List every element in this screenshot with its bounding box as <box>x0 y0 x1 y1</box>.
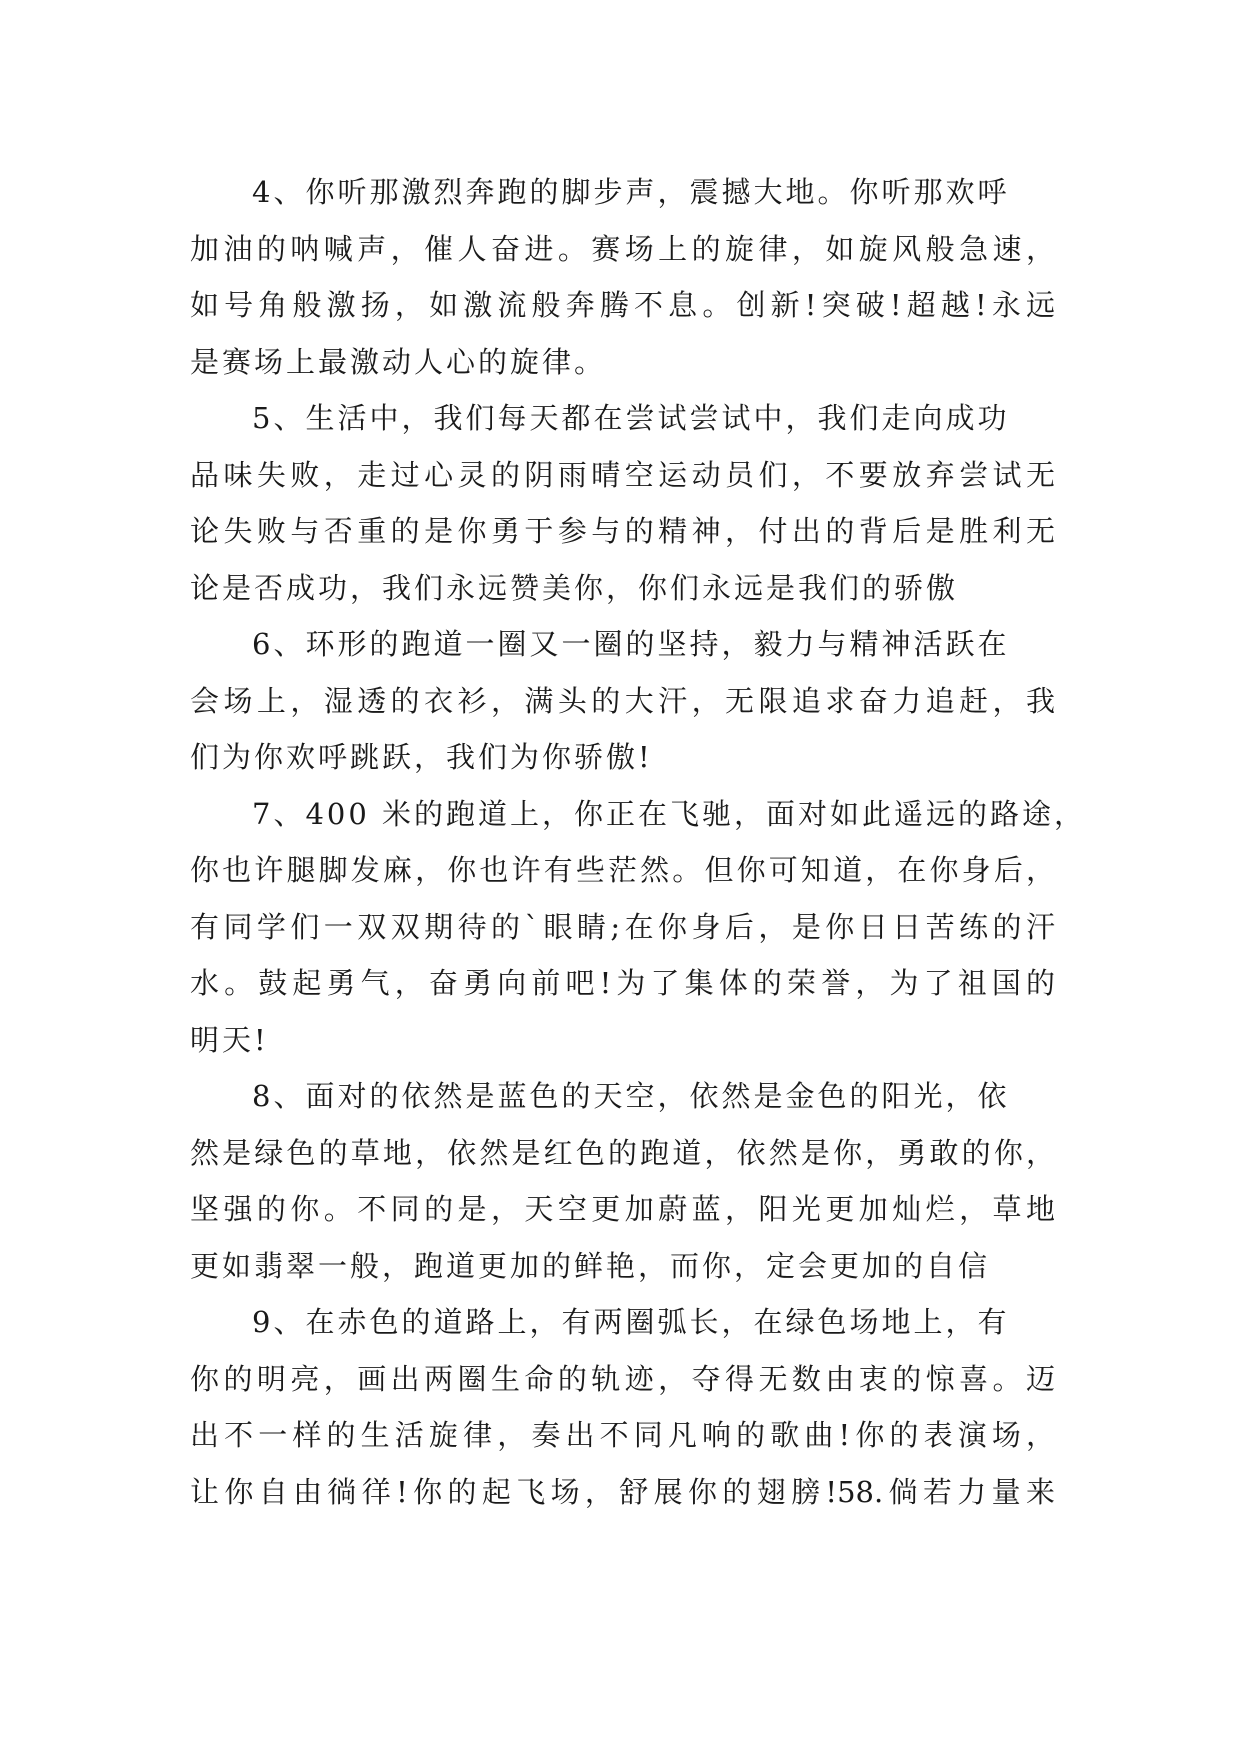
document-body <box>190 164 1087 1520</box>
paragraph-line: 会场上，湿透的衣衫，满头的大汗，无限追求奋力追赶，我 <box>190 683 1055 718</box>
paragraph-line: 6、环形的跑道一圈又一圈的坚持，毅力与精神活跃在 <box>252 627 1010 661</box>
paragraph-line: 品味失败，走过心灵的阴雨晴空运动员们，不要放弃尝试无 <box>190 457 1055 492</box>
paragraph-5 <box>190 390 1055 616</box>
paragraph-line: 出不一样的生活旋律，奏出不同凡响的歌曲!你的表演场， <box>190 1418 1055 1452</box>
paragraph-line: 加油的呐喊声，催人奋进。赛场上的旋律，如旋风般急速， <box>190 231 1055 266</box>
paragraph-9 <box>190 1294 1055 1520</box>
paragraph-line: 更如翡翠一般，跑道更加的鲜艳，而你，定会更加的自信 <box>190 1248 991 1283</box>
paragraph-4 <box>190 164 1055 390</box>
paragraph-line: 你的明亮，画出两圈生命的轨迹，夺得无数由衷的惊喜。迈 <box>190 1361 1055 1396</box>
paragraph-7 <box>190 786 1087 1069</box>
paragraph-line: 是赛场上最激动人心的旋律。 <box>190 344 607 379</box>
paragraph-line: 让你自由徜徉!你的起飞场，舒展你的翅膀!58.倘若力量来 <box>190 1474 1055 1509</box>
paragraph-line: 9、在赤色的道路上，有两圈弧长，在绿色场地上，有 <box>252 1305 1010 1339</box>
paragraph-line: 然是绿色的草地，依然是红色的跑道，依然是你，勇敢的你， <box>190 1135 1055 1170</box>
paragraph-line: 如号角般激扬，如激流般奔腾不息。创新!突破!超越!永远 <box>190 288 1055 322</box>
paragraph-line: 明天! <box>190 1022 269 1057</box>
paragraph-line: 5、生活中，我们每天都在尝试尝试中，我们走向成功 <box>252 401 1010 435</box>
paragraph-line: 有同学们一双双期待的`眼睛;在你身后，是你日日苦练的汗 <box>190 909 1055 944</box>
paragraph-line: 7、400 米的跑道上，你正在飞驰，面对如此遥远的路途， <box>252 796 1087 831</box>
paragraph-line: 坚强的你。不同的是，天空更加蔚蓝，阳光更加灿烂，草地 <box>190 1192 1055 1226</box>
paragraph-8 <box>190 1068 1055 1294</box>
paragraph-line: 4、你听那激烈奔跑的脚步声，震撼大地。你听那欢呼 <box>252 175 1010 209</box>
paragraph-line: 论失败与否重的是你勇于参与的精神，付出的背后是胜利无 <box>190 514 1055 548</box>
paragraph-line: 你也许腿脚发麻，你也许有些茫然。但你可知道，在你身后， <box>190 853 1055 887</box>
paragraph-6 <box>190 616 1055 786</box>
paragraph-line: 论是否成功，我们永远赞美你，你们永远是我们的骄傲 <box>190 570 959 605</box>
paragraph-line: 水。鼓起勇气，奋勇向前吧!为了集体的荣誉，为了祖国的 <box>190 966 1055 1000</box>
paragraph-line: 们为你欢呼跳跃，我们为你骄傲! <box>190 740 653 774</box>
paragraph-line: 8、面对的依然是蓝色的天空，依然是金色的阳光，依 <box>252 1079 1010 1113</box>
